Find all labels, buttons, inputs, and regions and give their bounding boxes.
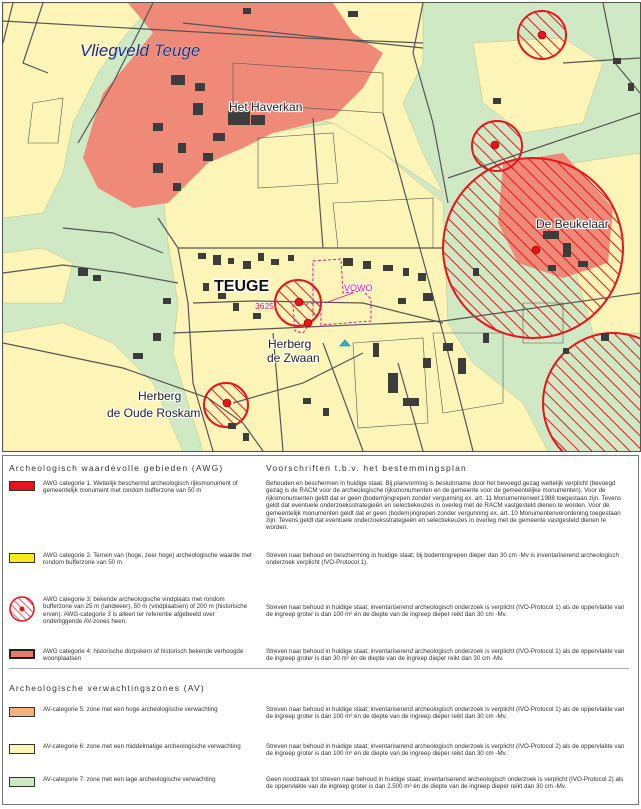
legend-desc-awg1: Behouden en beschermen in huidige staat. Bij planvorming is beslutnname door het bevoegd gezag wettelijk verplicht (bevoegd gezag is de RACM voor de archeologische rijksmonumenten en de gemeente voor de gemeentelijke monumenten). Voor de rijksmonumenten geldt dat er geen (bodem)ingrepen zonder vergunning ex. art. 11 Monumentenwet 1988 toegestaan zijn. Tevens geldt dat eventuele onderzoeksstrategieën en selectiekeuzes in overleg met de RACM vastgesteld dienen te worden. Voor de gemeentelijk monumenten geldt dat er geen (bodem)ingrepen zonder vergunning ex. art. 10 Monumentenverordening toegestaan zijn. Tevens geldt dat eventuele onderzoeksstrategieën en selectiekeuzes in overleg met de gemeente vastgesteld dienen te worden.: [266, 480, 622, 532]
legend-label-awg3: AWG categorie 3: bekende archeologische vindplaats met rondom bufferzone van 25 m (landweer), 50 m (vindplaatsen) of 200 m (historische erven). AWG-categorie 3 is alleen ter referentie afgebeeld over onderliggende AV-zones heen.: [43, 596, 248, 626]
label-monument-number: 3625: [255, 301, 274, 311]
label-roskam-line2: de Oude Roskam: [107, 406, 201, 420]
legend-desc-awg3: Streven naar behoud in huidige staat; inventariserend archeologisch onderzoek is verplicht (IVO-Protocol 1) als de oppervlakte van de ingreep groter is dan 100 m² én de diepte van de ingreep dieper reikt dan 30 cm -Mv.: [266, 604, 625, 619]
swatch-av7: [9, 777, 35, 787]
swatch-awg3: [7, 594, 37, 624]
label-teuge: TEUGE: [214, 278, 270, 295]
legend-av-title: Archeologische verwachtingszones (AV): [9, 683, 205, 693]
swatch-av5: [9, 707, 35, 717]
legend-row-awg2: [3, 550, 638, 578]
legend-row-av7: [3, 774, 638, 798]
legend-row-awg4: [3, 646, 638, 670]
swatch-awg4: [9, 649, 35, 659]
label-airfield: Vliegveld Teuge: [80, 41, 201, 60]
map-canvas: [3, 3, 640, 451]
legend-desc-awg4: Streven naar behoud in huidige staat; inventariserend archeologisch onderzoek is verplicht (IVO-Protocol 1) als de oppervlakte van de ingreep groter is dan 30 m² én de diepte van de ingreep dieper reikt dan 30 cm -Mv.: [266, 648, 625, 663]
map-legend: [2, 455, 639, 805]
legend-row-av6: [3, 741, 638, 765]
legend-label-av6: AV-categorie 6: zone met een middelmatige archeologische verwachting: [43, 743, 241, 750]
legend-desc-av7: Geen noodzaak tot streven naar behoud in huidige staat; inventariserend archeologisch onderzoek is verplicht (IVO-Protocol 2) als de oppervlakte van de ingreep groter is dan 2.500 m² én de diepte van de ingreep dieper reikt dan 30 cm -Mv.: [266, 776, 624, 791]
legend-row-awg3: [3, 594, 638, 642]
legend-divider: [9, 668, 629, 669]
legend-desc-awg2: Streven naar behoud en bescherming in huidige staat; bij bodemingrepen dieper dan 30 cm -Mv is inventariserend archeologisch onderzoek verplicht (IVO-Protocol 1).: [266, 552, 619, 567]
label-zwaan-line1: Herberg: [268, 337, 312, 351]
label-haverkan: Het Haverkan: [229, 100, 303, 114]
legend-label-awg4: AWG categorie 4: historische dorpskern of historisch bekende verhoogde woonplaatsen: [43, 648, 244, 663]
label-vowo: VOWO: [344, 283, 373, 293]
legend-rules-title: Voorschriften t.b.v. het bestemmingsplan: [266, 463, 467, 473]
legend-label-awg2: AWG categorie 2. Terrein van (hoge, zeer hoge) archeologische waarde met rondom bufferzone van 50 m: [43, 552, 252, 567]
legend-label-awg1: AWG categorie 1. Wettelijk beschermd archeologisch rijksmonument of gemeentelijk monument met rondom bufferzone van 50 m: [43, 480, 238, 495]
archaeology-map[interactable]: [2, 2, 641, 452]
legend-desc-av5: Streven naar behoud in huidige staat; inventariserend archeologisch onderzoek is verplicht (IVO-Protocol 1) als de oppervlakte van de ingreep groter is dan 100 m² én de diepte van de ingreep dieper reikt dan 30 cm -Mv.: [266, 706, 625, 721]
label-beukelaar: De Beukelaar: [536, 217, 609, 231]
swatch-awg2: [9, 553, 35, 563]
swatch-av6: [9, 744, 35, 754]
legend-desc-av6: Streven naar behoud in huidige staat; inventariserend archeologisch onderzoek is verplicht (IVO-Protocol 2) als de oppervlakte van de ingreep groter is dan 100 m² én de diepte van de ingreep dieper reikt dan 30 cm -Mv.: [266, 743, 625, 758]
legend-awg-title: Archeologisch waardevolle gebieden (AWG): [9, 463, 224, 473]
label-zwaan-line2: de Zwaan: [267, 351, 320, 365]
legend-row-awg1: [3, 478, 638, 548]
legend-label-av5: AV-categorie 5: zone met een hoge archeologische verwachting: [43, 706, 218, 713]
label-roskam-line1: Herberg: [138, 389, 182, 403]
legend-row-av5: [3, 704, 638, 728]
swatch-awg1: [9, 481, 35, 491]
legend-label-av7: AV-categorie 7: zone met een lage archeologische verwachting: [43, 776, 216, 783]
